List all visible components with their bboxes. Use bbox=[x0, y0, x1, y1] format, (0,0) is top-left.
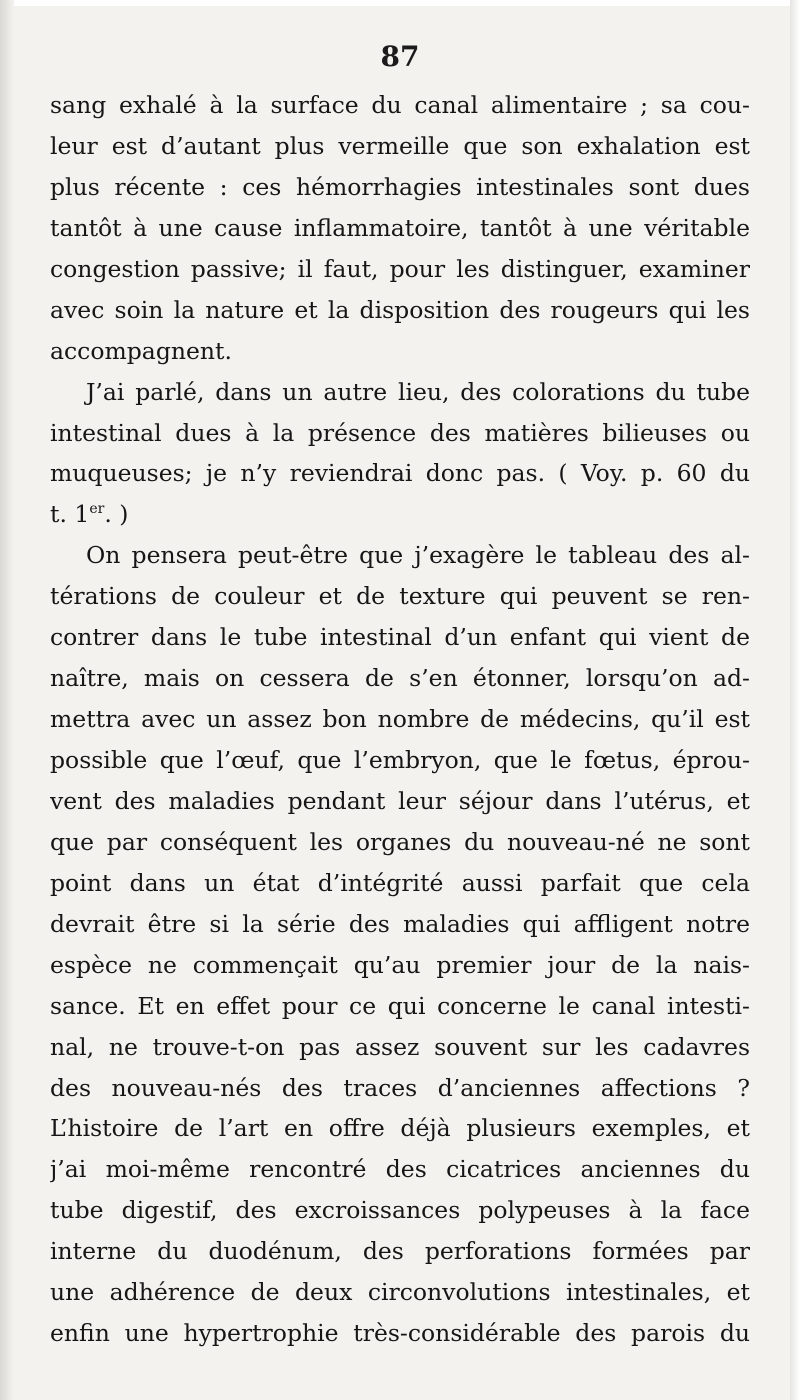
text-line: contrer dans le tube intestinal d’un enfant qui vient de bbox=[50, 623, 750, 652]
text-line: leur est d’autant plus vermeille que son exhalation est bbox=[50, 131, 750, 160]
text-line: vent des maladies pendant leur séjour dans l’utérus, et bbox=[50, 786, 750, 815]
text-line: accompagnent. bbox=[50, 336, 232, 365]
text-line: j’ai moi-même rencontré des cicatrices anciennes du bbox=[50, 1155, 750, 1184]
scan-edge-top bbox=[0, 0, 800, 6]
text-line: enfin une hypertrophie très-considérable des parois du bbox=[50, 1319, 750, 1348]
text-line: devrait être si la série des maladies qui affligent notre bbox=[50, 909, 750, 938]
superscript: er bbox=[89, 501, 105, 518]
text-line: que par conséquent les organes du nouveau-né ne sont bbox=[50, 827, 750, 856]
text-line: muqueuses; je n’y reviendrai donc pas. ( Voy. p. 60 du bbox=[50, 459, 750, 488]
text-line: tantôt à une cause inflammatoire, tantôt à une véritable bbox=[50, 213, 750, 242]
text-fragment: . ) bbox=[104, 500, 129, 529]
page-number: 87 bbox=[380, 40, 420, 73]
text-line: plus récente : ces hémorrhagies intestinales sont dues bbox=[50, 172, 750, 201]
scan-edge-right bbox=[790, 0, 800, 1400]
text-line: mettra avec un assez bon nombre de médecins, qu’il est bbox=[50, 705, 750, 734]
text-line: J’ai parlé, dans un autre lieu, des colorations du tube bbox=[86, 377, 750, 406]
text-line: sang exhalé à la surface du canal alimentaire ; sa cou- bbox=[50, 91, 750, 119]
text-line: sance. Et en effet pour ce qui concerne le canal intesti- bbox=[50, 991, 750, 1020]
text-line: naître, mais on cessera de s’en étonner, lorsqu’on ad- bbox=[50, 664, 750, 693]
scan-edge-left bbox=[0, 0, 14, 1400]
text-line: des nouveau-nés des traces d’anciennes affections ? bbox=[50, 1073, 750, 1102]
text-line: point dans un état d’intégrité aussi parfait que cela bbox=[50, 868, 750, 897]
text-fragment: t. 1 bbox=[50, 500, 90, 529]
text-line: L’histoire de l’art en offre déjà plusieurs exemples, et bbox=[50, 1114, 750, 1143]
text-line: nal, ne trouve-t-on pas assez souvent sur les cadavres bbox=[50, 1032, 750, 1061]
text-line: On pensera peut-être que j’exagère le tableau des al- bbox=[86, 541, 750, 570]
body-text bbox=[50, 85, 750, 1354]
text-line: possible que l’œuf, que l’embryon, que le fœtus, éprou- bbox=[50, 746, 750, 774]
text-line: congestion passive; il faut, pour les distinguer, examiner bbox=[50, 254, 750, 283]
text-line: une adhérence de deux circonvolutions intestinales, et bbox=[50, 1278, 750, 1307]
text-line: avec soin la nature et la disposition des rougeurs qui les bbox=[50, 295, 750, 324]
text-line: tube digestif, des excroissances polypeuses à la face bbox=[50, 1196, 750, 1225]
text-line: interne du duodénum, des perforations formées par bbox=[50, 1237, 750, 1266]
text-line: intestinal dues à la présence des matières bilieuses ou bbox=[50, 418, 750, 447]
text-line: espèce ne commençait qu’au premier jour de la nais- bbox=[50, 950, 750, 979]
text-line-footnote-ref bbox=[50, 494, 750, 535]
text-line: térations de couleur et de texture qui peuvent se ren- bbox=[50, 582, 750, 611]
